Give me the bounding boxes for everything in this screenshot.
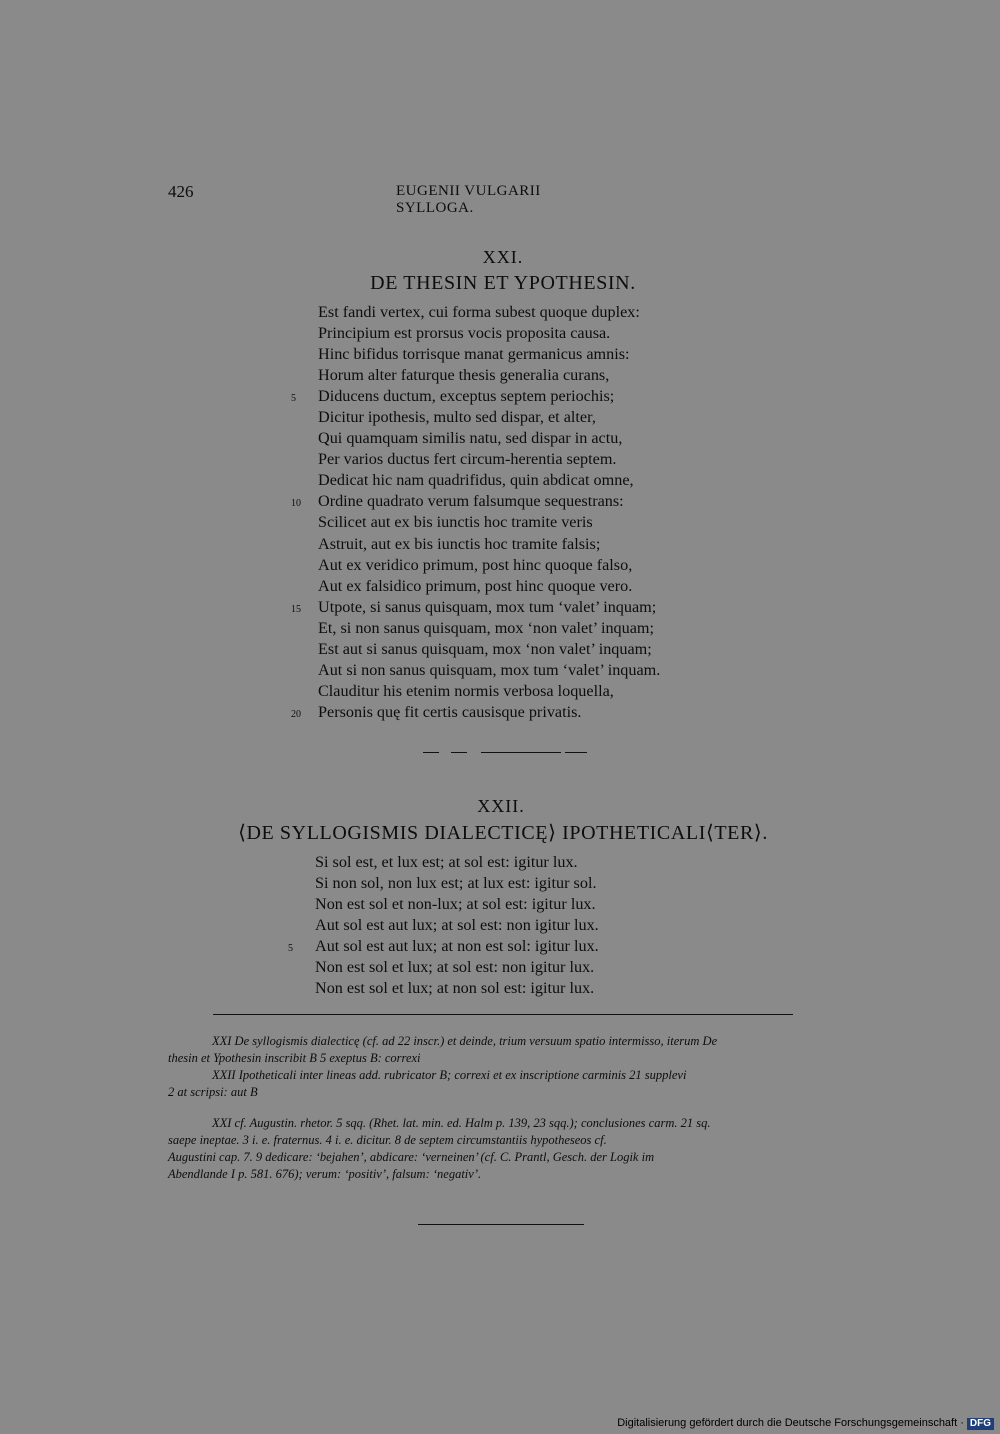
verse-line [318,618,660,639]
commentary-line: XXI cf. Augustin. rhetor. 5 sqq. (Rhet. lat. min. ed. Halm p. 139, 23 sqq.); conclusiones carm. 21 sq. [212,1116,711,1130]
verse-text: Principium est prorsus vocis proposita causa. [318,324,611,343]
verse-line [315,957,599,978]
poem-22-title: ⟨DE SYLLOGISMIS DIALECTICĘ⟩ IPOTHETICALI⟨TER⟩. [238,822,768,844]
line-number: 15 [291,603,301,615]
verse-line [318,428,660,449]
verse-text: Est aut si sanus quisquam, mox ‘non valet’ inquam; [318,639,652,658]
line-number: 5 [288,943,293,955]
verse-line [318,512,660,533]
verse-line [318,660,660,681]
verse-line [318,323,660,344]
poem-22-text [288,852,599,999]
verse-text: Est fandi vertex, cui forma subest quoque duplex: [318,303,640,321]
verse-text: Qui quamquam similis natu, sed dispar in actu, [318,429,623,448]
verse-line [318,470,660,491]
end-rule [418,1224,584,1225]
verse-text: Utpote, si sanus quisquam, mox tum ‘valet’ inquam; [318,597,657,616]
verse-line [315,852,599,873]
verse-text: Si non sol, non lux est; at lux est: igitur sol. [315,874,597,893]
verse-text: Aut sol est aut lux; at non est sol: igitur lux. [315,937,599,956]
verse-text: Non est sol et lux; at non sol est: igitur lux. [315,979,595,998]
separator-rule [451,752,467,753]
verse-text: Si sol est, et lux est; at sol est: igitur lux. [315,853,578,871]
verse-line [291,702,660,723]
verse-line [291,597,660,618]
verse-line [318,681,660,702]
commentary-notes [168,1115,838,1183]
digitization-credit [617,1417,994,1430]
verse-text: Scilicet aut ex bis iunctis hoc tramite veris [318,513,593,532]
poem-22-number: XXII. [477,796,525,816]
verse-line [318,407,660,428]
line-number: 20 [291,708,301,720]
verse-text: Per varios ductus fert circum-herentia septem. [318,450,617,469]
verse-line [318,555,660,576]
separator-rule [565,752,587,753]
line-number: 10 [291,498,301,510]
poem-21-number: XXI. [482,247,524,267]
commentary-line: Abendlande I p. 581. 676); verum: ‘positiv’, falsum: ‘negativ’. [168,1167,482,1181]
verse-text: Aut si non sanus quisquam, mox tum ‘valet’ inquam. [318,660,661,679]
verse-text: Personis quę fit certis causisque privatis. [318,702,582,721]
verse-text: Et, si non sanus quisquam, mox ‘non valet’ inquam; [318,618,655,637]
verse-text: Astruit, aut ex bis iunctis hoc tramite falsis; [318,534,601,553]
verse-line [318,302,660,323]
verse-text: Clauditur his etenim normis verbosa loquella, [318,681,614,700]
verse-line [315,894,599,915]
verse-line [288,936,599,957]
separator-rule [423,752,439,753]
poem-21-text [291,302,661,723]
verse-line [318,639,660,660]
poem-21-title: DE THESIN ET YPOTHESIN. [370,272,636,294]
verse-line [315,978,599,999]
verse-line [291,386,660,407]
verse-line [318,534,660,555]
apparatus-line: thesin et Ypothesin inscribit B 5 exeptus B: correxi [168,1051,421,1065]
verse-line [291,491,660,512]
commentary-line: saepe ineptae. 3 i. e. fraternus. 4 i. e. dicitur. 8 de septem circumstantiis hypotheseos cf. [168,1133,607,1147]
verse-line [318,344,660,365]
verse-line [318,449,660,470]
verse-text: Horum alter faturque thesis generalia curans, [318,366,610,385]
verse-text: Non est sol et non-lux; at sol est: igitur lux. [315,895,596,914]
line-number: 5 [291,393,296,405]
commentary-line: Augustini cap. 7. 9 dedicare: ‘bejahen’, abdicare: ‘verneinen’ (cf. C. Prantl, Gesch. der Logik im [168,1150,655,1164]
verse-line [315,873,599,894]
verse-text: Hinc bifidus torrisque manat germanicus amnis: [318,345,630,364]
verse-text: Diducens ductum, exceptus septem periochis; [318,387,615,406]
verse-text: Ordine quadrato verum falsumque sequestrans: [318,492,624,511]
apparatus-line: XXII Ipotheticali inter lineas add. rubricator B; correxi et ex inscriptione carminis 21 supplevi [212,1068,687,1082]
verse-text: Dedicat hic nam quadrifidus, quin abdicat omne, [318,471,634,490]
verse-text: Aut ex veridico primum, post hinc quoque falso, [318,555,633,574]
verse-text: Aut ex falsidico primum, post hinc quoque vero. [318,576,633,595]
critical-apparatus [168,1033,838,1101]
separator-rule [481,752,561,753]
verse-line [318,576,660,597]
verse-text: Non est sol et lux; at sol est: non igitur lux. [315,958,595,977]
apparatus-line: XXI De syllogismis dialecticę (cf. ad 22 inscr.) et deinde, trium versuum spatio intermisso, iterum De [212,1034,718,1048]
running-title: EUGENII VULGARII SYLLOGA. [396,183,541,216]
dfg-logo: DFG [967,1418,994,1430]
apparatus-line: 2 at scripsi: aut B [168,1085,258,1099]
footnote-rule [213,1014,793,1015]
running-header [168,182,620,216]
verse-line [318,365,660,386]
verse-text: Dicitur ipothesis, multo sed dispar, et alter, [318,408,596,427]
digitization-text: Digitalisierung gefördert durch die Deutsche Forschungsgemeinschaft · [617,1417,964,1429]
verse-line [315,915,599,936]
verse-text: Aut sol est aut lux; at sol est: non igitur lux. [315,916,599,935]
page-number: 426 [168,182,194,201]
